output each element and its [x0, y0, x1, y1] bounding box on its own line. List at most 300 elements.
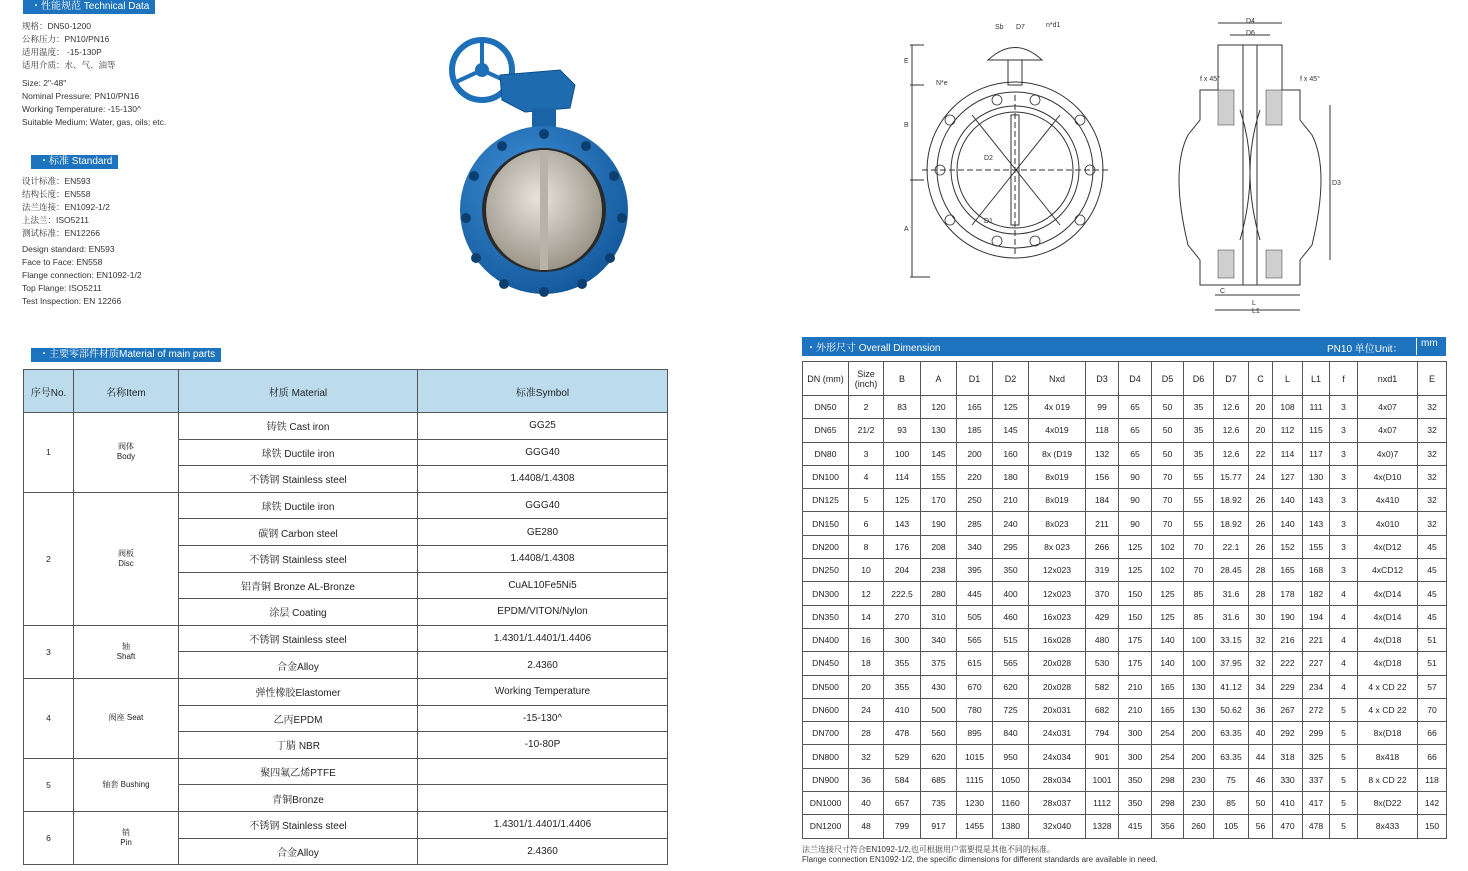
symbol-cell: 1.4408/1.4308 — [418, 466, 668, 493]
part-number: 4 — [24, 678, 74, 758]
spec-line: 公称压力：PN10/PN16 — [22, 34, 110, 44]
table-cell: DN65 — [803, 419, 849, 442]
table-cell: 8x019 — [1029, 465, 1086, 488]
table-cell: 417 — [1303, 792, 1330, 815]
table-cell: 140 — [1273, 489, 1303, 512]
table-cell: 620 — [921, 745, 957, 768]
part-name-en: 轴套 Bushing — [102, 779, 150, 789]
table-cell: 429 — [1086, 605, 1119, 628]
note-en: Flange connection EN1092-1/2, the specific dimensions for different standards are available in need. — [802, 855, 1158, 864]
table-cell: 26 — [1249, 489, 1273, 512]
table-cell: 40 — [849, 792, 884, 815]
spec-line: Design standard: EN593 — [22, 244, 115, 254]
spec-line: 上法兰：ISO5211 — [22, 215, 89, 225]
table-cell: 66 — [1418, 722, 1447, 745]
table-cell: 70 — [1184, 559, 1214, 582]
table-cell: 200 — [1184, 722, 1214, 745]
part-number: 1 — [24, 413, 74, 493]
table-cell: 20x028 — [1029, 675, 1086, 698]
table-cell: 5 — [1330, 722, 1358, 745]
table-cell: 270 — [884, 605, 921, 628]
table-row — [803, 396, 1447, 419]
table-cell: 125 — [884, 489, 921, 512]
table-cell: 4x07 — [1358, 396, 1418, 419]
table-row — [803, 745, 1447, 768]
drawing-label: N*e — [936, 80, 948, 87]
part-number: 3 — [24, 625, 74, 678]
table-cell: 28 — [1249, 559, 1273, 582]
table-cell: 292 — [1273, 722, 1303, 745]
material-cell: 乙丙EPDM — [179, 705, 418, 732]
table-row — [24, 811, 668, 838]
part-name — [74, 758, 179, 811]
table-cell: 12.6 — [1214, 442, 1249, 465]
table-cell: 840 — [993, 722, 1029, 745]
table-cell: 155 — [1303, 535, 1330, 558]
table-cell: 4x(D18 — [1358, 628, 1418, 651]
table-cell: 735 — [921, 792, 957, 815]
material-cell: 丁腈 NBR — [179, 732, 418, 759]
spec-line: Size: 2"-48" — [22, 78, 67, 88]
standard-spec — [22, 175, 142, 308]
note-cn: 法兰连接尺寸符合EN1092-1/2,也可根据用户需要提是其他不同的标准。 — [802, 845, 1055, 854]
table-cell: DN900 — [803, 768, 849, 791]
table-cell: 143 — [1303, 489, 1330, 512]
table-cell: 4 — [1330, 628, 1358, 651]
table-cell: 1230 — [957, 792, 993, 815]
material-cell: 聚四氟乙烯PTFE — [179, 758, 418, 785]
material-cell: 铝青铜 Bronze AL-Bronze — [179, 572, 418, 599]
table-cell: 100 — [884, 442, 921, 465]
table-cell: 28 — [1249, 582, 1273, 605]
table-cell: 1112 — [1086, 792, 1119, 815]
spec-line: Top Flange: ISO5211 — [22, 283, 102, 293]
table-cell: 1050 — [993, 768, 1029, 791]
table-row — [803, 652, 1447, 675]
table-cell: DN80 — [803, 442, 849, 465]
table-cell: 50 — [1152, 396, 1184, 419]
table-cell: DN200 — [803, 535, 849, 558]
symbol-cell: GGG40 — [418, 439, 668, 466]
column-header: D2 — [993, 362, 1029, 396]
table-cell: 478 — [884, 722, 921, 745]
table-cell: 26 — [1249, 512, 1273, 535]
table-cell: 90 — [1119, 489, 1152, 512]
drawing-label: D4 — [1246, 18, 1255, 25]
table-cell: 480 — [1086, 628, 1119, 651]
dimension-note — [802, 845, 1158, 865]
table-cell: 12x023 — [1029, 582, 1086, 605]
table-cell: 300 — [884, 628, 921, 651]
column-header: L1 — [1303, 362, 1330, 396]
drawing-label: A — [904, 226, 909, 233]
table-cell: 260 — [1184, 815, 1214, 838]
drawing-label: D2 — [984, 155, 993, 162]
table-cell: 3 — [1330, 489, 1358, 512]
table-cell: 3 — [1330, 512, 1358, 535]
tech-spec — [22, 20, 166, 129]
table-cell: 799 — [884, 815, 921, 838]
table-cell: DN300 — [803, 582, 849, 605]
table-cell: 8x019 — [1029, 489, 1086, 512]
table-cell: 180 — [993, 465, 1029, 488]
column-header: 标准Symbol — [418, 370, 668, 413]
table-row — [803, 815, 1447, 838]
table-cell: 50 — [1152, 419, 1184, 442]
table-cell: 32 — [1249, 628, 1273, 651]
table-cell: 118 — [1086, 419, 1119, 442]
table-cell: 190 — [921, 512, 957, 535]
table-cell: 300 — [1119, 745, 1152, 768]
table-cell: 356 — [1152, 815, 1184, 838]
table-cell: 127 — [1273, 465, 1303, 488]
material-cell: 不锈钢 Stainless steel — [179, 811, 418, 838]
table-row — [803, 722, 1447, 745]
table-cell: 55 — [1184, 512, 1214, 535]
table-cell: 10 — [849, 559, 884, 582]
symbol-cell — [418, 785, 668, 812]
table-cell: 140 — [1273, 512, 1303, 535]
dimension-table — [802, 361, 1447, 839]
table-cell: 1001 — [1086, 768, 1119, 791]
table-cell: 445 — [957, 582, 993, 605]
table-cell: 470 — [1273, 815, 1303, 838]
table-cell: 221 — [1303, 628, 1330, 651]
table-cell: 51 — [1418, 628, 1447, 651]
table-cell: 8x(D18 — [1358, 722, 1418, 745]
table-cell: 15.77 — [1214, 465, 1249, 488]
table-cell: 350 — [993, 559, 1029, 582]
table-cell: DN500 — [803, 675, 849, 698]
table-cell: 4 — [1330, 582, 1358, 605]
table-cell: 176 — [884, 535, 921, 558]
table-cell: 32 — [1418, 442, 1447, 465]
table-cell: 18.92 — [1214, 489, 1249, 512]
table-cell: 657 — [884, 792, 921, 815]
spec-line: Suitable Medium: Water, gas, oils; etc. — [22, 117, 167, 127]
table-cell: 31.6 — [1214, 605, 1249, 628]
table-cell: 16x028 — [1029, 628, 1086, 651]
table-cell: 90 — [1119, 512, 1152, 535]
table-cell: 50.62 — [1214, 698, 1249, 721]
table-cell: 375 — [921, 652, 957, 675]
table-cell: DN400 — [803, 628, 849, 651]
materials-table — [23, 369, 668, 865]
table-cell: 529 — [884, 745, 921, 768]
drawing-label: C — [1220, 288, 1226, 295]
symbol-cell: GGG40 — [418, 492, 668, 519]
table-cell: 222 — [1273, 652, 1303, 675]
table-cell: 165 — [1273, 559, 1303, 582]
material-cell: 青铜Bronze — [179, 785, 418, 812]
table-cell: 65 — [1119, 396, 1152, 419]
drawing-label: n*d1 — [1046, 22, 1061, 29]
material-cell: 涂层 Coating — [179, 599, 418, 626]
symbol-cell: EPDM/VITON/Nylon — [418, 599, 668, 626]
drawing-label: L — [1252, 300, 1256, 307]
table-cell: 142 — [1418, 792, 1447, 815]
part-number: 5 — [24, 758, 74, 811]
table-row — [803, 698, 1447, 721]
table-cell: 125 — [1152, 605, 1184, 628]
table-cell: 340 — [921, 628, 957, 651]
spec-line: 结构长度：EN558 — [22, 189, 91, 199]
table-cell: 210 — [1119, 698, 1152, 721]
table-cell: 565 — [993, 652, 1029, 675]
table-cell: 22 — [1249, 442, 1273, 465]
table-cell: 5 — [1330, 792, 1358, 815]
table-cell: 8x023 — [1029, 512, 1086, 535]
table-cell: 3 — [1330, 535, 1358, 558]
table-cell: 14 — [849, 605, 884, 628]
table-cell: 780 — [957, 698, 993, 721]
table-cell: 5 — [849, 489, 884, 512]
drawing-label: L1 — [1252, 308, 1260, 315]
table-cell: 12.6 — [1214, 396, 1249, 419]
material-cell: 合金Alloy — [179, 838, 418, 865]
table-cell: 565 — [957, 628, 993, 651]
table-cell: 5 — [1330, 698, 1358, 721]
table-cell: 410 — [1273, 792, 1303, 815]
table-row — [803, 419, 1447, 442]
part-name — [74, 492, 179, 625]
table-cell: 125 — [1119, 535, 1152, 558]
column-header: D4 — [1119, 362, 1152, 396]
table-row — [24, 758, 668, 785]
table-cell: 250 — [957, 489, 993, 512]
table-row — [24, 678, 668, 705]
table-cell: 118 — [1418, 768, 1447, 791]
unit-label: PN10 单位Unit： — [1327, 344, 1403, 355]
table-cell: 4x019 — [1029, 419, 1086, 442]
table-cell: 505 — [957, 605, 993, 628]
table-cell: 254 — [1152, 722, 1184, 745]
column-header: D3 — [1086, 362, 1119, 396]
table-cell: 66 — [1418, 745, 1447, 768]
table-row — [803, 605, 1447, 628]
table-row — [803, 628, 1447, 651]
table-cell: 6 — [849, 512, 884, 535]
part-name-en: Pin — [120, 838, 132, 847]
table-cell: 220 — [957, 465, 993, 488]
table-cell: 168 — [1303, 559, 1330, 582]
materials-tag: ・主要零部件材质Material of main parts — [31, 348, 221, 362]
table-cell: 143 — [1303, 512, 1330, 535]
table-cell: 208 — [921, 535, 957, 558]
material-cell: 球铁 Ductile iron — [179, 439, 418, 466]
spec-line: 测试标准：EN12266 — [22, 228, 100, 238]
column-header: nxd1 — [1358, 362, 1418, 396]
table-cell: 83 — [884, 396, 921, 419]
table-cell: 130 — [1184, 675, 1214, 698]
spec-line: 适用温度： -15-130P — [22, 47, 102, 57]
table-cell: 150 — [1418, 815, 1447, 838]
table-cell: 44 — [1249, 745, 1273, 768]
table-cell: 36 — [849, 768, 884, 791]
table-cell: 794 — [1086, 722, 1119, 745]
table-row — [24, 413, 668, 440]
table-cell: 33.15 — [1214, 628, 1249, 651]
table-cell: 56 — [1249, 815, 1273, 838]
table-cell: 165 — [1152, 675, 1184, 698]
table-cell: 4xCD12 — [1358, 559, 1418, 582]
table-cell: 18.92 — [1214, 512, 1249, 535]
table-cell: 140 — [1152, 628, 1184, 651]
table-cell: 238 — [921, 559, 957, 582]
table-cell: 415 — [1119, 815, 1152, 838]
table-cell: 85 — [1184, 605, 1214, 628]
drawing-label: D7 — [1016, 24, 1025, 31]
column-header: f — [1330, 362, 1358, 396]
table-row — [803, 535, 1447, 558]
table-cell: 4x(D14 — [1358, 582, 1418, 605]
table-cell: 216 — [1273, 628, 1303, 651]
column-header: L — [1273, 362, 1303, 396]
table-cell: 32 — [1418, 465, 1447, 488]
table-cell: 55 — [1184, 465, 1214, 488]
table-cell: 272 — [1303, 698, 1330, 721]
drawing-label: D3 — [1332, 180, 1341, 187]
table-cell: 500 — [921, 698, 957, 721]
table-cell: 410 — [884, 698, 921, 721]
table-cell: 3 — [1330, 465, 1358, 488]
table-cell: 35 — [1184, 396, 1214, 419]
tech-tag: ・性能规范 Technical Data — [23, 0, 155, 14]
table-cell: 24x031 — [1029, 722, 1086, 745]
symbol-cell: 1.4408/1.4308 — [418, 545, 668, 572]
table-cell: 28x034 — [1029, 768, 1086, 791]
table-cell: 32 — [1418, 512, 1447, 535]
dimension-title: ・外形尺寸 Overall Dimension — [806, 343, 941, 354]
table-row — [803, 675, 1447, 698]
table-cell: 140 — [1152, 652, 1184, 675]
table-cell: 100 — [1184, 628, 1214, 651]
table-cell: 400 — [993, 582, 1029, 605]
table-cell: 2 — [849, 396, 884, 419]
standard-tag: ・标准 Standard — [31, 155, 118, 169]
table-cell: 51 — [1418, 652, 1447, 675]
table-cell: 65 — [1119, 442, 1152, 465]
table-cell: 35 — [1184, 442, 1214, 465]
table-cell: 85 — [1214, 792, 1249, 815]
table-cell: 227 — [1303, 652, 1330, 675]
table-cell: 57 — [1418, 675, 1447, 698]
table-cell: 120 — [921, 396, 957, 419]
table-cell: 3 — [849, 442, 884, 465]
table-cell: 36 — [1249, 698, 1273, 721]
spec-line: 法兰连接：EN1092-1/2 — [22, 202, 110, 212]
table-cell: 204 — [884, 559, 921, 582]
table-cell: DN450 — [803, 652, 849, 675]
table-cell: 175 — [1119, 628, 1152, 651]
table-cell: DN800 — [803, 745, 849, 768]
column-header: A — [921, 362, 957, 396]
table-cell: 41.12 — [1214, 675, 1249, 698]
material-cell: 碳钢 Carbon steel — [179, 519, 418, 546]
table-cell: 4x410 — [1358, 489, 1418, 512]
table-cell: 1380 — [993, 815, 1029, 838]
table-cell: 430 — [921, 675, 957, 698]
table-cell: 20 — [1249, 396, 1273, 419]
table-cell: 100 — [1184, 652, 1214, 675]
drawing-label: f x 45° — [1200, 76, 1220, 83]
table-cell: 4x(D18 — [1358, 652, 1418, 675]
table-cell: 12.6 — [1214, 419, 1249, 442]
table-cell: 950 — [993, 745, 1029, 768]
column-header: B — [884, 362, 921, 396]
drawing-label: E — [904, 58, 909, 65]
symbol-cell: 1.4301/1.4401/1.4406 — [418, 811, 668, 838]
table-cell: 8x433 — [1358, 815, 1418, 838]
table-cell: 178 — [1273, 582, 1303, 605]
table-cell: 355 — [884, 675, 921, 698]
table-cell: 917 — [921, 815, 957, 838]
table-cell: 8 — [849, 535, 884, 558]
column-header: E — [1418, 362, 1447, 396]
column-header: Size (inch) — [849, 362, 884, 396]
table-cell: 584 — [884, 768, 921, 791]
table-cell: DN250 — [803, 559, 849, 582]
table-cell: 200 — [1184, 745, 1214, 768]
table-cell: 267 — [1273, 698, 1303, 721]
table-cell: 24 — [1249, 465, 1273, 488]
table-cell: 5 — [1330, 745, 1358, 768]
material-cell: 铸铁 Cast iron — [179, 413, 418, 440]
symbol-cell: GE280 — [418, 519, 668, 546]
drawing-label: B — [904, 122, 909, 129]
table-cell: 102 — [1152, 535, 1184, 558]
table-cell: 1328 — [1086, 815, 1119, 838]
table-cell: 3 — [1330, 396, 1358, 419]
part-name — [74, 413, 179, 493]
symbol-cell: 1.4301/1.4401/1.4406 — [418, 625, 668, 652]
table-cell: 16x023 — [1029, 605, 1086, 628]
table-cell: 330 — [1273, 768, 1303, 791]
table-cell: 20x031 — [1029, 698, 1086, 721]
table-cell: DN1200 — [803, 815, 849, 838]
table-cell: 370 — [1086, 582, 1119, 605]
table-cell: 515 — [993, 628, 1029, 651]
column-header: 材质 Material — [179, 370, 418, 413]
table-cell: 210 — [993, 489, 1029, 512]
table-cell: 28 — [849, 722, 884, 745]
material-cell: 不锈钢 Stainless steel — [179, 466, 418, 493]
table-cell: 145 — [993, 419, 1029, 442]
table-cell: 4x(D10 — [1358, 465, 1418, 488]
table-cell: 670 — [957, 675, 993, 698]
table-cell: 32 — [1418, 419, 1447, 442]
table-cell: 22.1 — [1214, 535, 1249, 558]
material-cell: 不锈钢 Stainless steel — [179, 545, 418, 572]
table-cell: 70 — [1152, 465, 1184, 488]
table-cell: 4x(D14 — [1358, 605, 1418, 628]
table-cell: 150 — [1119, 582, 1152, 605]
table-cell: 530 — [1086, 652, 1119, 675]
table-cell: DN1000 — [803, 792, 849, 815]
symbol-cell: CuAL10Fe5Ni5 — [418, 572, 668, 599]
table-cell: 1015 — [957, 745, 993, 768]
spec-line: Test Inspection: EN 12266 — [22, 296, 122, 306]
part-name-en: Disc — [118, 558, 134, 568]
table-cell: 32 — [1418, 396, 1447, 419]
symbol-cell: -15-130^ — [418, 705, 668, 732]
table-cell: 70 — [1418, 698, 1447, 721]
table-cell: 299 — [1303, 722, 1330, 745]
spec-line: Face to Face: EN558 — [22, 257, 103, 267]
spec-line: 规格：DN50-1200 — [22, 21, 91, 31]
table-cell: 4x0)7 — [1358, 442, 1418, 465]
table-cell: 24x034 — [1029, 745, 1086, 768]
